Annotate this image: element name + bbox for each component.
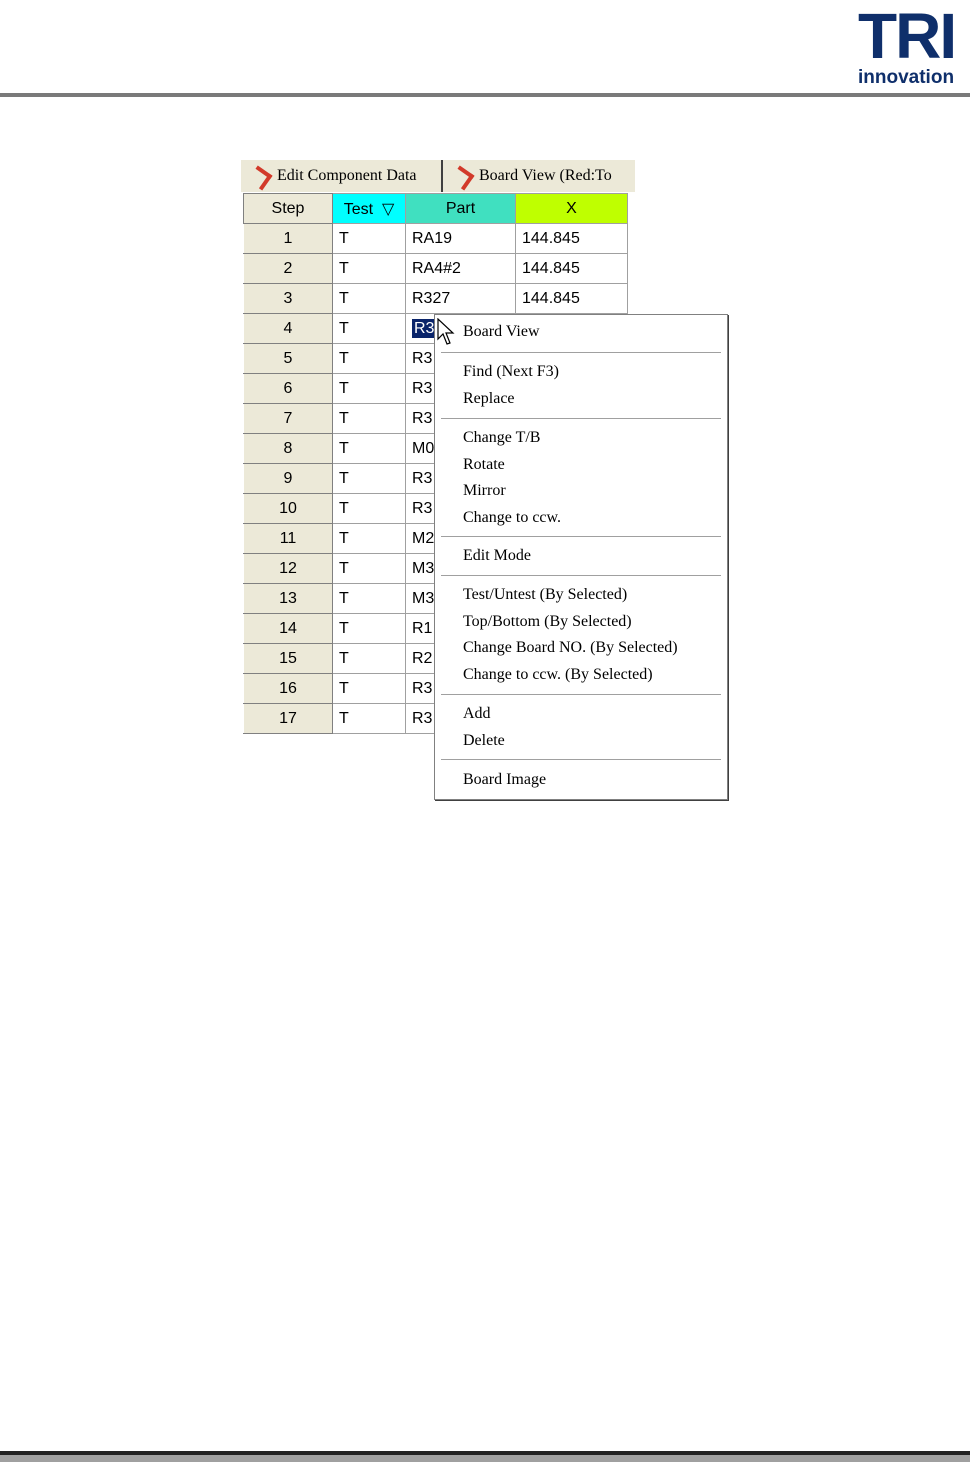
row-test-cell[interactable]: T [333,584,406,614]
menu-item-top-bottom[interactable]: Top/Bottom (By Selected) [463,613,632,630]
menu-item-board-image[interactable]: Board Image [463,771,547,788]
row-part-cell[interactable]: R3 [406,344,516,374]
row-test-cell[interactable]: T [333,464,406,494]
row-part-cell[interactable]: R3 [406,704,516,734]
row-step-cell[interactable]: 9 [244,464,333,494]
tri-innovation-logo [858,0,968,90]
row-part-cell[interactable]: R3 [406,674,516,704]
row-part-cell[interactable]: M3 [406,584,516,614]
row-test-cell[interactable]: T [333,404,406,434]
tab-strip [241,160,635,192]
menu-item-find[interactable]: Find (Next F3) [463,363,559,380]
row-part-cell[interactable]: R327 [406,284,516,314]
menu-separator [441,694,721,696]
column-header-x[interactable]: X [516,194,628,224]
menu-item-mirror[interactable]: Mirror [463,482,506,499]
row-step-cell[interactable]: 1 [244,224,333,254]
row-step-cell[interactable]: 13 [244,584,333,614]
row-step-cell[interactable]: 8 [244,434,333,464]
row-part-cell[interactable]: R3 [406,494,516,524]
row-x-cell[interactable]: 144.845 [516,224,628,254]
tab-label: Board View (Red:To [479,167,612,184]
row-step-cell[interactable]: 4 [244,314,333,344]
row-test-cell[interactable]: T [333,554,406,584]
row-step-cell[interactable]: 14 [244,614,333,644]
menu-item-replace[interactable]: Replace [463,390,515,407]
row-test-cell[interactable]: T [333,374,406,404]
row-part-cell[interactable]: RA4#2 [406,254,516,284]
row-step-cell[interactable]: 7 [244,404,333,434]
context-menu [434,314,728,800]
row-step-cell[interactable]: 3 [244,284,333,314]
row-step-cell[interactable]: 11 [244,524,333,554]
menu-item-change-board-no[interactable]: Change Board NO. (By Selected) [463,639,678,656]
menu-separator [441,536,721,538]
menu-item-rotate[interactable]: Rotate [463,456,505,473]
menu-item-change-tb[interactable]: Change T/B [463,429,541,446]
row-step-cell[interactable]: 15 [244,644,333,674]
tab-label: Edit Component Data [277,167,417,184]
row-test-cell[interactable]: T [333,494,406,524]
menu-item-edit-mode[interactable]: Edit Mode [463,547,531,564]
row-step-cell[interactable]: 12 [244,554,333,584]
menu-item-delete[interactable]: Delete [463,732,505,749]
menu-separator [441,352,721,354]
tool-icon [249,167,271,185]
tab-board-view[interactable] [447,160,635,192]
header-divider [0,93,970,97]
table-row[interactable] [244,224,628,254]
table-row[interactable] [244,284,628,314]
row-test-cell[interactable]: T [333,224,406,254]
row-test-cell[interactable]: T [333,644,406,674]
row-x-cell[interactable]: 144.845 [516,254,628,284]
row-part-cell[interactable]: R3 [406,404,516,434]
row-step-cell[interactable]: 5 [244,344,333,374]
selected-part-text: R3 [414,319,435,337]
row-test-cell[interactable]: T [333,704,406,734]
row-step-cell[interactable]: 6 [244,374,333,404]
row-x-cell[interactable]: 144.845 [516,284,628,314]
footer-band [0,1455,970,1462]
row-part-cell[interactable]: M2 [406,524,516,554]
row-part-cell[interactable]: RA19 [406,224,516,254]
column-header-part[interactable]: Part [406,194,516,224]
row-test-cell[interactable]: T [333,614,406,644]
table-row[interactable] [244,254,628,284]
row-test-cell[interactable]: T [333,254,406,284]
logo-mark: TRI [858,0,956,72]
row-part-cell[interactable]: M0 [406,434,516,464]
menu-separator [441,575,721,577]
sort-desc-icon: ▽ [381,200,395,218]
row-test-cell[interactable]: T [333,314,406,344]
menu-item-test-untest[interactable]: Test/Untest (By Selected) [463,586,628,603]
row-step-cell[interactable]: 16 [244,674,333,704]
column-header-step[interactable]: Step [244,194,333,224]
row-step-cell[interactable]: 10 [244,494,333,524]
row-step-cell[interactable]: 2 [244,254,333,284]
logo-subtitle: innovation [858,67,955,88]
row-test-cell[interactable]: T [333,674,406,704]
tab-edit-component-data[interactable] [245,160,443,192]
row-test-cell[interactable]: T [333,344,406,374]
mouse-pointer-icon [437,318,457,346]
tool-icon [451,167,473,185]
row-test-cell[interactable]: T [333,524,406,554]
menu-separator [441,418,721,420]
column-header-test[interactable]: Test ▽ [333,194,406,224]
row-part-cell[interactable]: M3 [406,554,516,584]
row-part-cell[interactable]: R3 [406,464,516,494]
menu-separator [441,759,721,761]
menu-item-add[interactable]: Add [463,705,491,722]
row-part-cell[interactable]: R2 [406,644,516,674]
menu-item-change-to-ccw[interactable]: Change to ccw. [463,509,562,526]
menu-item-board-view[interactable]: Board View [463,323,540,340]
row-part-cell[interactable]: R3 [406,374,516,404]
row-part-cell[interactable]: R1 [406,614,516,644]
row-test-cell[interactable]: T [333,434,406,464]
row-test-cell[interactable]: T [333,284,406,314]
row-step-cell[interactable]: 17 [244,704,333,734]
menu-item-change-to-ccw-selected[interactable]: Change to ccw. (By Selected) [463,666,653,683]
